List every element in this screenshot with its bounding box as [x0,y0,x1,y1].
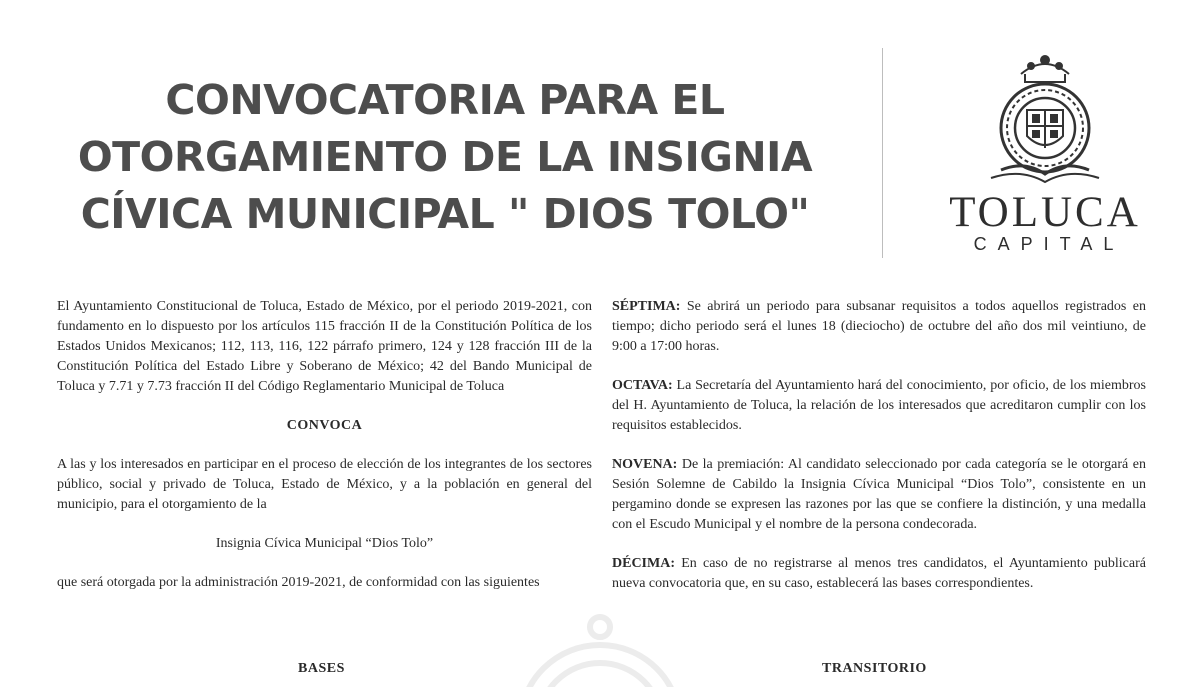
septima-label: SÉPTIMA: [612,299,681,314]
title-line-1: CONVOCATORIA PARA EL [165,76,725,124]
coat-of-arms-icon [981,52,1109,192]
novena-paragraph [612,455,1146,535]
insignia-line: Insignia Cívica Municipal “Dios Tolo” [215,536,434,551]
right-column [612,297,1146,613]
novena-label: NOVENA: [612,457,678,472]
left-column [57,297,592,612]
toluca-logo [945,52,1145,257]
transitorio-heading: TRANSITORIO [822,661,927,676]
invitation-paragraph: A las y los interesados en participar en el proceso de elección de los integrantes de los sectores público, social y privado de Toluca, Estado de México, y a la población en general del municipio, para el otorgamiento de la [57,457,592,512]
decima-label: DÉCIMA: [612,556,675,571]
novena-text: De la premiación: Al candidato seleccionado por cada categoría se le otorgará en Sesión Solemne de Cabildo la Insignia Cívica Municipal “Dios Tolo”, consistente en un pergamino donde se expresen las razones por las que se confiere la distinción, y una medalla con el Escudo Municipal y el nombre de la persona condecorada. [612,457,1146,532]
logo-wordmark: TOLUCA [949,189,1141,236]
document-title [60,72,830,243]
octava-text: La Secretaría del Ayuntamiento hará del conocimiento, por oficio, de los miembros del H. Ayuntamiento de Toluca, la relación de los interesados que acreditaron cumplir con los requisitos establecidos. [612,378,1146,433]
septima-paragraph [612,297,1146,357]
bases-heading: BASES [298,661,345,676]
title-line-3: CÍVICA MUNICIPAL " DIOS TOLO" [80,190,810,238]
octava-paragraph [612,376,1146,436]
logo-subtitle: CAPITAL [973,234,1125,254]
header-divider [882,48,883,258]
title-line-2: OTORGAMIENTO DE LA INSIGNIA [77,133,813,181]
decima-paragraph [612,554,1146,594]
decima-text: En caso de no registrarse al menos tres candidatos, el Ayuntamiento publicará nueva convocatoria que, en su caso, establecerá las bases correspondientes. [612,556,1146,591]
intro-paragraph: El Ayuntamiento Constitucional de Toluca, Estado de México, por el periodo 2019-2021, con fundamento en lo dispuesto por los artículos 115 fracción II de la Constitución Política de los Estados Unidos Mexicanos; 112, 113, 116, 122 párrafo primero, 124 y 128 fracción III de la Constitución Política del Estado Libre y Soberano de México; 42 del Bando Municipal de Toluca y 7.71 y 7.73 fracción II del Código Reglamentario Municipal de Toluca [57,299,592,394]
closing-paragraph: que será otorgada por la administración 2019-2021, de conformidad con las siguientes [57,575,540,590]
octava-label: OCTAVA: [612,378,673,393]
septima-text: Se abrirá un periodo para subsanar requisitos a todos aquellos registrados en tiempo; dicho periodo será el lunes 18 (dieciocho) de octubre del año dos mil veintiuno, de 9:00 a 17:00 horas. [612,299,1146,354]
convoca-heading: CONVOCA [286,418,363,433]
watermark-emblem-icon [470,605,730,687]
